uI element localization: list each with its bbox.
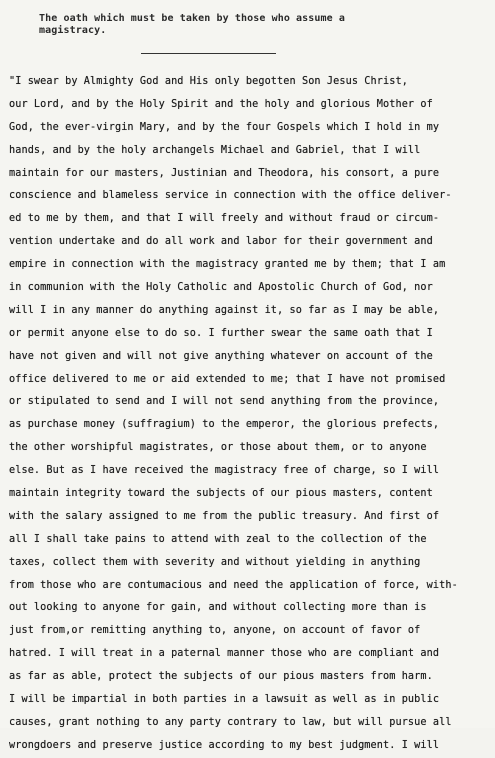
oath-text <box>9 71 489 758</box>
text-line: have not given and will not give anything whatever on account of the <box>9 350 433 362</box>
text-line: from those who are contumacious and need the application of force, with- <box>9 579 458 591</box>
text-line: or stipulated to send and I will not send anything from the province, <box>9 396 440 408</box>
heading-divider <box>141 53 276 54</box>
heading-line: magistracy. <box>39 25 107 36</box>
text-line: else. But as I have received the magistracy free of charge, so I will <box>9 465 440 477</box>
text-line: maintain integrity toward the subjects of our pious masters, content <box>9 488 433 500</box>
text-line: conscience and blameless service in connection with the office deliver- <box>9 190 452 202</box>
text-line: vention undertake and do all work and labor for their government and <box>9 236 433 248</box>
text-line: I will be impartial in both parties in a lawsuit as well as in public <box>9 694 440 706</box>
text-line: hatred. I will treat in a paternal manner those who are compliant and <box>9 648 440 660</box>
text-line: with the salary assigned to me from the public treasury. And first of <box>9 510 440 522</box>
text-line: office delivered to me or aid extended to me; that I have not promised <box>9 373 446 385</box>
text-line: our Lord, and by the Holy Spirit and the holy and glorious Mother of <box>9 98 433 110</box>
heading-line: The oath which must be taken by those who assume a <box>39 13 346 24</box>
text-line: will I in any manner do anything against it, so far as I may be able, <box>9 304 440 316</box>
text-line: hands, and by the holy archangels Michael and Gabriel, that I will <box>9 144 421 156</box>
text-line: "I swear by Almighty God and His only begotten Son Jesus Christ, <box>9 76 408 87</box>
text-line: taxes, collect them with severity and without yielding in anything <box>9 556 421 568</box>
document-heading <box>39 13 459 37</box>
text-line: in communion with the Holy Catholic and Apostolic Church of God, nor <box>9 282 433 294</box>
text-line: wrongdoers and preserve justice according to my best judgment. I will <box>9 739 440 751</box>
text-line: causes, grant nothing to any party contrary to law, but will pursue all <box>9 716 452 728</box>
text-line: God, the ever-virgin Mary, and by the four Gospels which I hold in my <box>9 121 440 133</box>
text-line: just from,or remitting anything to, anyone, on account of favor of <box>9 625 421 637</box>
text-line: the other worshipful magistrates, or those about them, or to anyone <box>9 442 427 454</box>
text-line: as far as able, protect the subjects of our pious masters from harm. <box>9 671 433 683</box>
text-line: or permit anyone else to do so. I further swear the same oath that I <box>9 327 433 339</box>
text-line: as purchase money (suffragium) to the emperor, the glorious prefects, <box>9 419 440 431</box>
text-line: maintain for our masters, Justinian and Theodora, his consort, a pure <box>9 167 440 179</box>
text-line: ed to me by them, and that I will freely and without fraud or circum- <box>9 213 440 225</box>
text-line: empire in connection with the magistracy granted me by them; that I am <box>9 259 446 271</box>
text-line: out looking to anyone for gain, and without collecting more than is <box>9 602 427 614</box>
text-line: all I shall take pains to attend with zeal to the collection of the <box>9 533 427 545</box>
